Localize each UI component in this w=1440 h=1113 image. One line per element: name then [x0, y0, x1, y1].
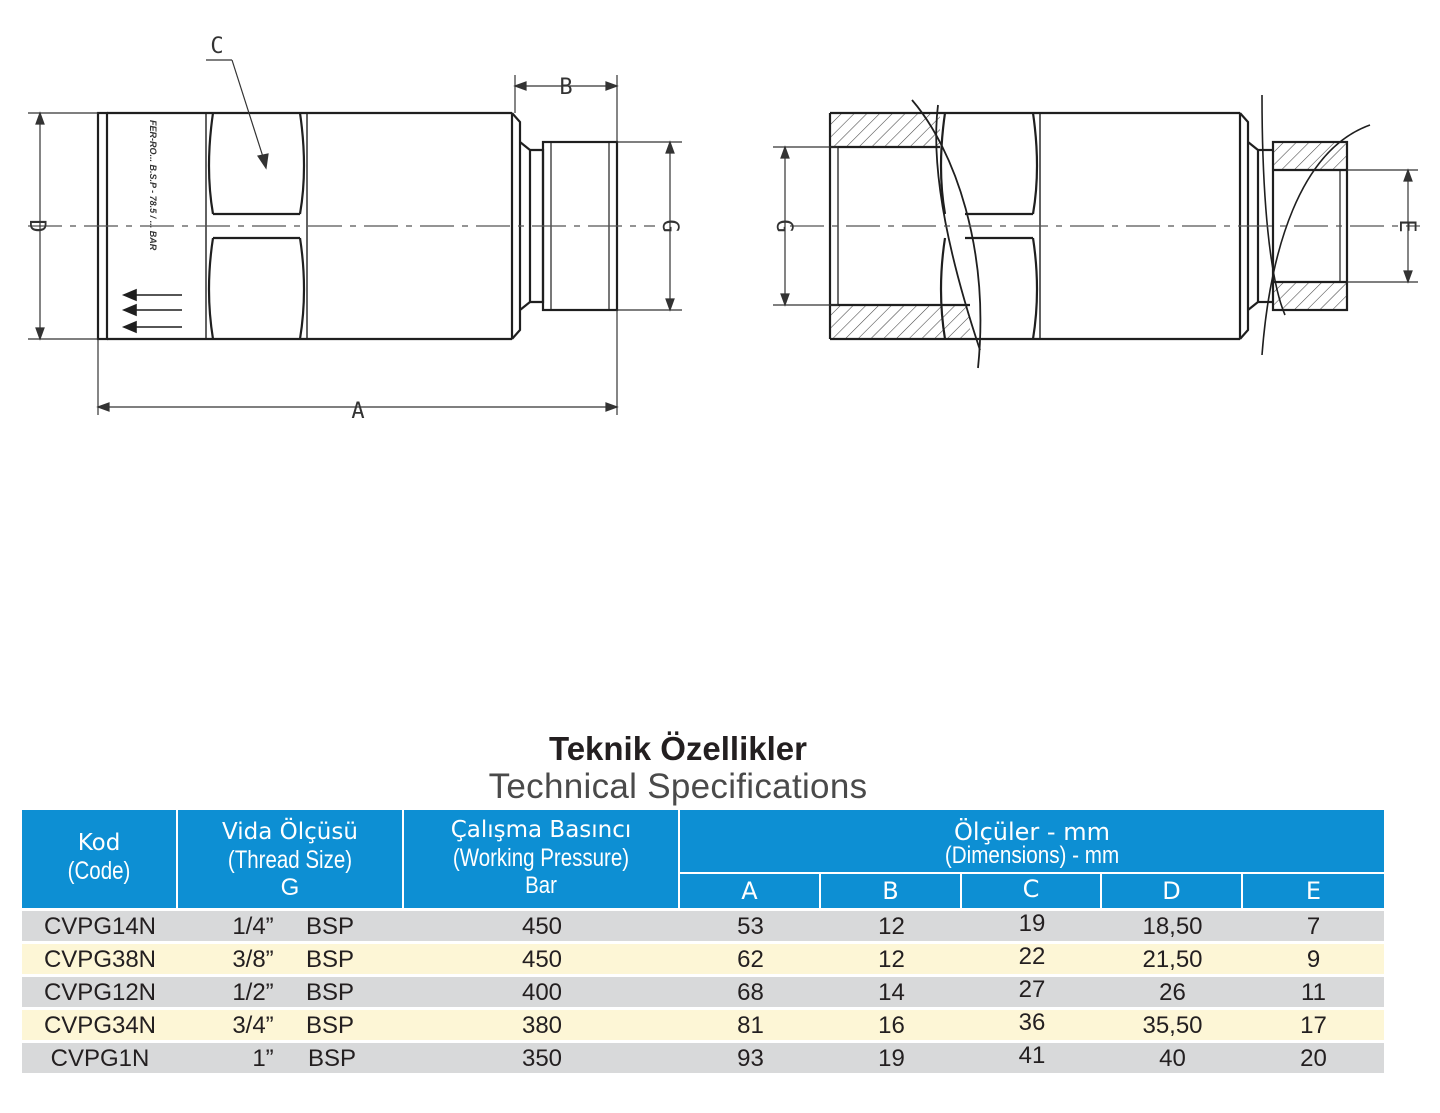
cell-size: 3/8”: [232, 946, 274, 973]
cell-a: 62: [737, 946, 764, 973]
label-c: C: [210, 34, 224, 59]
label-b: B: [559, 75, 573, 100]
spec-titles: [0, 730, 1356, 806]
label-g-right: G: [771, 219, 796, 233]
table-row: [22, 1010, 1384, 1040]
table-header: [22, 810, 1384, 908]
cell-a: 93: [737, 1045, 764, 1072]
cell-thread: BSP: [305, 946, 355, 973]
cell-thread: BSP: [305, 1012, 355, 1039]
table-row: [22, 1043, 1384, 1073]
cell-a: 53: [737, 913, 764, 940]
cell-size: 1”: [252, 1045, 274, 1072]
cell-b: 14: [878, 979, 905, 1006]
cell-b: 19: [878, 1045, 905, 1072]
header-thread: [178, 810, 404, 908]
header-code: [22, 810, 178, 908]
header-dimensions-en: (Dimensions) - mm: [944, 842, 1120, 869]
cell-e: 11: [1301, 979, 1326, 1006]
cell-d: 21,50: [1142, 946, 1203, 973]
cell-c: 27: [1018, 976, 1046, 1003]
cell-code: CVPG38N: [43, 946, 157, 973]
header-thread-symbol: G: [280, 874, 300, 901]
cell-d: 18,50: [1142, 913, 1203, 940]
header-pressure-unit: Bar: [525, 872, 557, 899]
header-dimensions-tr: Ölçüler - mm: [954, 818, 1110, 846]
title-turkish: Teknik Özellikler: [548, 730, 807, 767]
cell-code: CVPG12N: [43, 979, 157, 1006]
cell-code: CVPG14N: [43, 913, 157, 940]
cell-d: 40: [1159, 1045, 1186, 1072]
cell-b: 16: [878, 1012, 905, 1039]
cell-size: 1/4”: [232, 913, 274, 940]
label-a: A: [351, 399, 365, 424]
cell-thread: BSP: [307, 1045, 357, 1072]
cell-d: 35,50: [1142, 1012, 1203, 1039]
table-row: [22, 911, 1384, 941]
header-pressure-tr: Çalışma Basıncı: [450, 817, 632, 843]
header-dim-b: B: [821, 874, 962, 908]
label-e: E: [1394, 219, 1419, 233]
cell-size: 1/2”: [232, 979, 274, 1006]
cell-e: 17: [1300, 1012, 1327, 1039]
header-dim-d: D: [1102, 874, 1243, 908]
cell-c: 36: [1018, 1009, 1046, 1036]
cell-code: CVPG34N: [43, 1012, 157, 1039]
header-pressure: [404, 810, 680, 908]
header-pressure-en: (Working Pressure): [452, 844, 630, 872]
title-english: Technical Specifications: [488, 767, 868, 806]
header-code-tr: Kod: [77, 830, 121, 856]
engraving-text: FER-RO... B.S.P - 78.5 / ... BAR: [148, 120, 158, 251]
cell-d: 26: [1159, 979, 1186, 1006]
cell-pressure: 350: [521, 1045, 563, 1072]
cell-thread: BSP: [305, 979, 355, 1006]
cell-c: 22: [1018, 943, 1046, 970]
cell-a: 68: [737, 979, 764, 1006]
header-dim-c: C: [962, 874, 1102, 908]
header-thread-en: (Thread Size): [227, 846, 353, 874]
cell-pressure: 380: [521, 1012, 563, 1039]
cell-c: 19: [1018, 910, 1046, 937]
flow-arrows: [124, 290, 182, 332]
table-row: [22, 944, 1384, 974]
header-dimensions: [680, 810, 1384, 874]
header-code-en: (Code): [67, 857, 131, 885]
cell-e: 9: [1306, 946, 1321, 973]
cell-size: 3/4”: [232, 1012, 274, 1039]
spec-table: [22, 810, 1384, 1073]
cell-pressure: 400: [521, 979, 563, 1006]
cell-b: 12: [878, 946, 905, 973]
table-row: [22, 977, 1384, 1007]
cell-code: CVPG1N: [50, 1045, 150, 1072]
label-g-left: G: [657, 219, 682, 233]
cell-thread: BSP: [305, 913, 355, 940]
technical-drawing: [0, 0, 1440, 430]
header-dim-a: A: [680, 874, 821, 908]
cell-a: 81: [737, 1012, 764, 1039]
cell-b: 12: [878, 913, 905, 940]
cell-pressure: 450: [521, 913, 563, 940]
label-d: D: [24, 219, 49, 233]
cell-e: 20: [1300, 1045, 1327, 1072]
cell-c: 41: [1018, 1042, 1046, 1069]
header-thread-tr: Vida Ölçüsü: [222, 819, 358, 845]
cell-pressure: 450: [521, 946, 563, 973]
right-fitting-section: [830, 95, 1370, 368]
cell-e: 7: [1306, 913, 1321, 940]
header-dim-e: E: [1305, 877, 1322, 905]
